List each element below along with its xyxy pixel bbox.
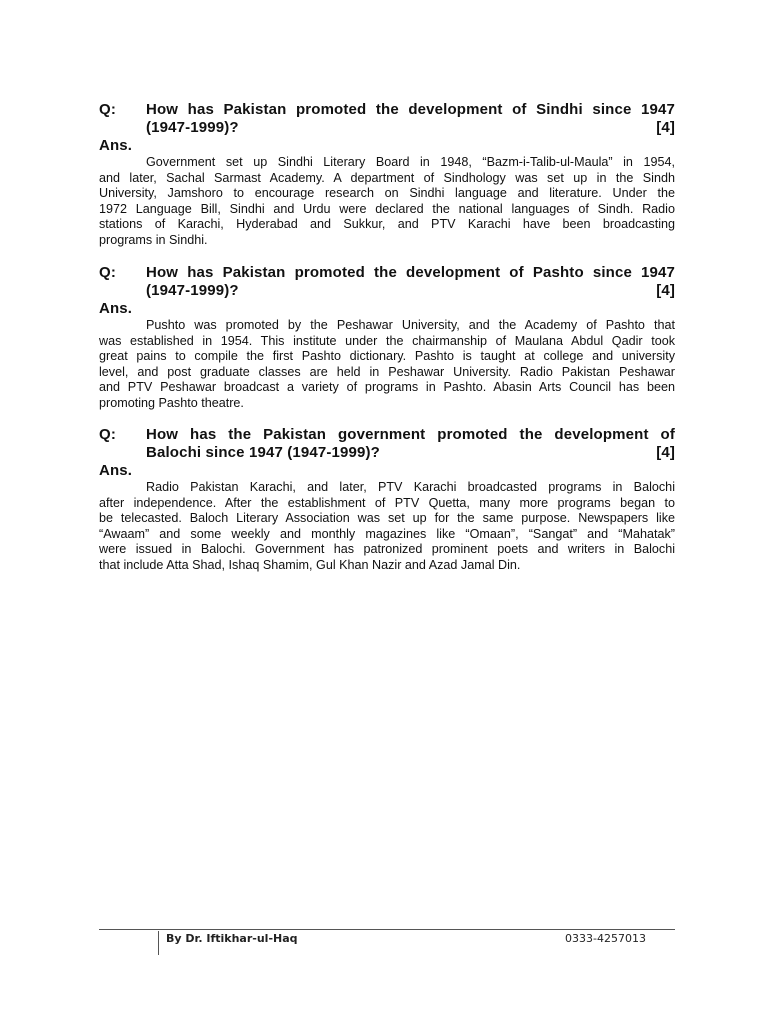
answer-line: promoting Pashto theatre.: [99, 395, 244, 410]
answer-text: [99, 155, 675, 249]
question-label: Q:: [99, 264, 116, 281]
question-text-line-2: (1947-1999)?: [146, 119, 239, 136]
answer-line: level, and post graduate classes are held in Peshawar University. Radio Pakistan Peshawar: [99, 364, 675, 379]
answer-text: [99, 318, 675, 412]
answer-line: Pushto was promoted by the Peshawar University, and the Academy of Pashto that: [146, 318, 675, 332]
question-2: [99, 264, 675, 300]
answer-line: and PTV Peshawar broadcast a variety of programs in Pashto. Abasin Arts Council has been: [99, 380, 675, 395]
question-marks: [4]: [656, 444, 675, 461]
answer-label: Ans.: [99, 462, 133, 479]
question-block-3: [99, 426, 675, 574]
answer-line: great pains to compile the first Pashto dictionary. Pashto is taught at college and university: [99, 349, 675, 364]
question-text-line-1: How has the Pakistan government promoted the development of: [146, 426, 675, 443]
question-block-1: [99, 101, 675, 249]
answer-line: stations of Karachi, Hyderabad and Sukkur, and PTV Karachi have been broadcasting: [99, 217, 675, 232]
answer-label: Ans.: [99, 300, 133, 317]
question-text-line-2: Balochi since 1947 (1947-1999)?: [146, 444, 380, 461]
question-1: [99, 101, 675, 137]
question-block-2: [99, 264, 675, 412]
question-marks: [4]: [656, 119, 675, 136]
question-text-line-1: How has Pakistan promoted the development of Sindhi since 1947: [146, 101, 675, 118]
answer-line: 1972 Language Bill, Sindhi and Urdu were declared the national languages of Sindh. Radio: [99, 201, 675, 216]
footer-divider: [99, 929, 675, 930]
answer-line: was established in 1954. This institute under the chairmanship of Maulana Abdul Qadir took: [99, 333, 675, 348]
footer-phone: 0333-4257013: [565, 932, 646, 945]
answer-label: Ans.: [99, 137, 133, 154]
answer-line: Radio Pakistan Karachi, and later, PTV Karachi broadcasted programs in Balochi: [146, 480, 675, 494]
answer-line: University, Jamshoro to encourage research on Sindhi language and literature. Under the: [99, 186, 675, 201]
question-label: Q:: [99, 426, 116, 443]
question-3: [99, 426, 675, 462]
answer-line: after independence. After the establishment of PTV Quetta, many more programs began to: [99, 495, 675, 510]
question-text-line-2: (1947-1999)?: [146, 282, 239, 299]
footer-author: By Dr. Iftikhar-ul-Haq: [166, 932, 298, 945]
answer-line: that include Atta Shad, Ishaq Shamim, Gul Khan Nazir and Azad Jamal Din.: [99, 557, 521, 572]
answer-line: were issued in Balochi. Government has patronized prominent poets and writers in Balochi: [99, 542, 675, 557]
answer-line: “Awaam” and some weekly and monthly magazines like “Omaan”, “Sangat” and “Mahatak”: [99, 526, 675, 541]
answer-line: programs in Sindhi.: [99, 232, 208, 247]
answer-line: Government set up Sindhi Literary Board in 1948, “Bazm-i-Talib-ul-Maula” in 1954,: [146, 155, 675, 169]
question-marks: [4]: [656, 282, 675, 299]
answer-line: be telecasted. Baloch Literary Association was set up for the same purpose. Newspapers like: [99, 511, 675, 526]
question-text-line-1: How has Pakistan promoted the development of Pashto since 1947: [146, 264, 675, 281]
answer-text: [99, 480, 675, 574]
answer-line: and later, Sachal Sarmast Academy. A department of Sindhology was set up in the Sindh: [99, 170, 675, 185]
footer-vertical-rule: [158, 931, 159, 955]
question-label: Q:: [99, 101, 116, 118]
